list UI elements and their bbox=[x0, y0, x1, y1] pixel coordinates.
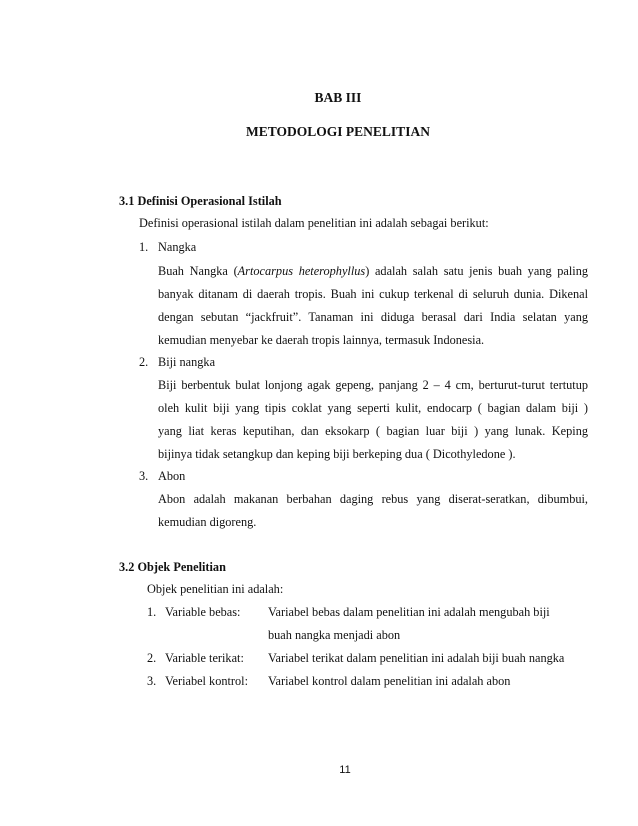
variable-number: 2. bbox=[147, 651, 157, 665]
paragraph-line: yang liat keras keputihan, dan eksokarp ( bagian luar biji ) yang lunak. Keping bbox=[158, 424, 588, 438]
paragraph-line: Abon adalah makanan berbahan daging rebus yang diserat-seratkan, dibumbui, bbox=[158, 492, 588, 506]
variable-key: Veriabel kontrol: bbox=[165, 674, 248, 688]
paragraph-line: kemudian digoreng. bbox=[158, 515, 257, 529]
section-intro-3-1: Definisi operasional istilah dalam penelitian ini adalah sebagai berikut: bbox=[139, 216, 489, 230]
variable-key: Variable terikat: bbox=[165, 651, 244, 665]
variable-description: Variabel terikat dalam penelitian ini adalah biji buah nangka bbox=[268, 651, 565, 665]
paragraph-line: oleh kulit biji yang tipis coklat yang seperti kulit, endocarp ( bagian dalam biji ) bbox=[158, 401, 588, 415]
variable-description: Variabel kontrol dalam penelitian ini adalah abon bbox=[268, 674, 511, 688]
text-run: Buah Nangka ( bbox=[158, 264, 238, 278]
chapter-title: METODOLOGI PENELITIAN bbox=[246, 124, 430, 139]
scientific-name: Artocarpus heterophyllus bbox=[237, 264, 366, 278]
variable-description: Variabel bebas dalam penelitian ini adalah mengubah biji bbox=[268, 605, 550, 619]
section-heading-3-1: 3.1 Definisi Operasional Istilah bbox=[119, 194, 282, 208]
list-item-number: 2. bbox=[139, 355, 149, 369]
list-item-number: 1. bbox=[139, 240, 149, 254]
paragraph-line: banyak ditanam di daerah tropis. Buah ini cukup terkenal di seluruh dunia. Dikenal bbox=[158, 287, 588, 301]
list-item-term: Biji nangka bbox=[158, 355, 216, 369]
variable-number: 3. bbox=[147, 674, 157, 688]
list-item-term: Abon bbox=[158, 469, 186, 483]
paragraph-line: bijinya tidak setangkup dan keping biji berkeping dua ( Dicothyledone ). bbox=[158, 447, 516, 461]
variable-number: 1. bbox=[147, 605, 157, 619]
paragraph-line: Biji berbentuk bulat lonjong agak gepeng, panjang 2 – 4 cm, berturut-turut tertutup bbox=[158, 378, 588, 392]
page-number: 11 bbox=[339, 764, 351, 776]
paragraph-line: dengan sebutan “jackfruit”. Tanaman ini diduga berasal dari India selatan yang bbox=[158, 310, 588, 324]
paragraph-line bbox=[158, 264, 588, 278]
list-item-number: 3. bbox=[139, 469, 149, 483]
text-run: ) adalah salah satu jenis buah yang paling bbox=[365, 264, 589, 278]
chapter-number: BAB III bbox=[314, 90, 362, 105]
paragraph-line: kemudian menyebar ke daerah tropis lainnya, termasuk Indonesia. bbox=[158, 333, 485, 347]
variable-description: buah nangka menjadi abon bbox=[268, 628, 401, 642]
section-intro-3-2: Objek penelitian ini adalah: bbox=[147, 582, 284, 596]
variable-key: Variable bebas: bbox=[165, 605, 241, 619]
section-heading-3-2: 3.2 Objek Penelitian bbox=[119, 560, 226, 574]
list-item-term: Nangka bbox=[158, 240, 197, 254]
